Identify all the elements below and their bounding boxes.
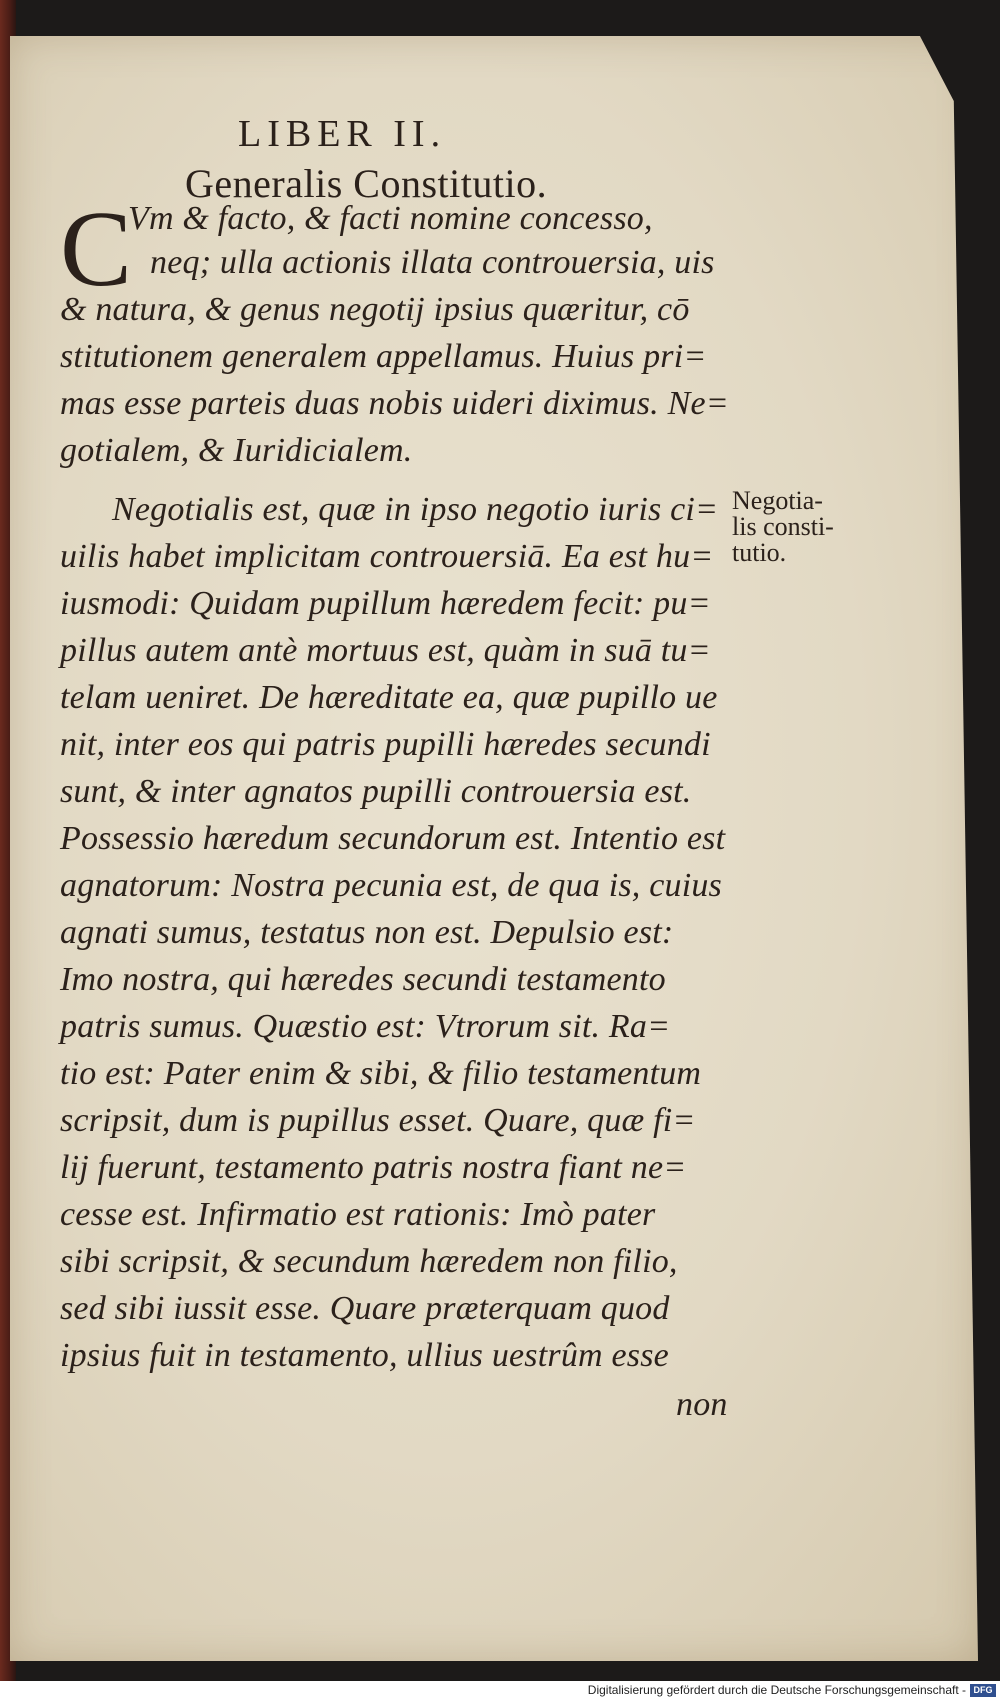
text-line: tio est: Pater enim & sibi, & filio testamentum [60, 1055, 702, 1092]
text-line: sibi scripsit, & secundum hæredem non filio, [60, 1243, 678, 1280]
text-line: Possessio hæredum secundorum est. Intentio est [60, 820, 726, 857]
dfg-logo: DFG [970, 1684, 996, 1697]
text-line: sunt, & inter agnatos pupilli controuersia est. [60, 773, 692, 810]
section-title: Generalis Constitutio. [185, 161, 548, 206]
footer-credit: Digitalisierung gefördert durch die Deutsche Forschungsgemeinschaft - [587, 1683, 966, 1697]
text-line: mas esse parteis duas nobis uideri diximus. Ne= [60, 385, 729, 422]
text-line: uilis habet implicitam controuersiā. Ea est hu= [60, 538, 714, 575]
text-line: sed sibi iussit esse. Quare præterquam quod [60, 1290, 670, 1327]
text-line: stitutionem generalem appellamus. Huius pri= [60, 338, 707, 375]
text-line: Vm & facto, & facti nomine concesso, [128, 200, 653, 237]
text-line: ipsius fuit in testamento, ullius uestrûm esse [60, 1337, 669, 1374]
text-line: scripsit, dum is pupillus esset. Quare, quæ fi= [60, 1102, 696, 1139]
marginal-note-line: lis consti- [732, 512, 834, 541]
catchword: non [676, 1386, 728, 1423]
text-line: patris sumus. Quæstio est: Vtrorum sit. Ra= [60, 1008, 671, 1045]
text-line: Imo nostra, qui hæredes secundi testamento [60, 961, 666, 998]
marginal-note-line: Negotia- [732, 486, 823, 515]
text-line: telam ueniret. De hæreditate ea, quæ pupillo ue [60, 679, 718, 716]
drop-cap: C [60, 190, 133, 309]
text-line: pillus autem antè mortuus est, quàm in suā tu= [60, 632, 711, 669]
text-line: gotialem, & Iuridicialem. [60, 432, 413, 469]
text-line: iusmodi: Quidam pupillum hæredem fecit: pu= [60, 585, 711, 622]
text-line: lij fuerunt, testamento patris nostra fiant ne= [60, 1149, 687, 1186]
text-line: agnatorum: Nostra pecunia est, de qua is, cuius [60, 867, 722, 904]
text-line: cesse est. Infirmatio est rationis: Imò pater [60, 1196, 656, 1233]
text-line: nit, inter eos qui patris pupilli hæredes secundi [60, 726, 711, 763]
running-head: LIBER II. [238, 113, 447, 155]
marginal-note [732, 488, 834, 566]
text-line: neq; ulla actionis illata controuersia, uis [150, 244, 715, 281]
marginal-note-line: tutio. [732, 538, 787, 567]
text-line: Negotialis est, quæ in ipso negotio iuris ci= [112, 491, 719, 528]
text-line: agnati sumus, testatus non est. Depulsio est: [60, 914, 674, 951]
text-line: & natura, & genus negotij ipsius quæritur, cō [60, 291, 690, 328]
